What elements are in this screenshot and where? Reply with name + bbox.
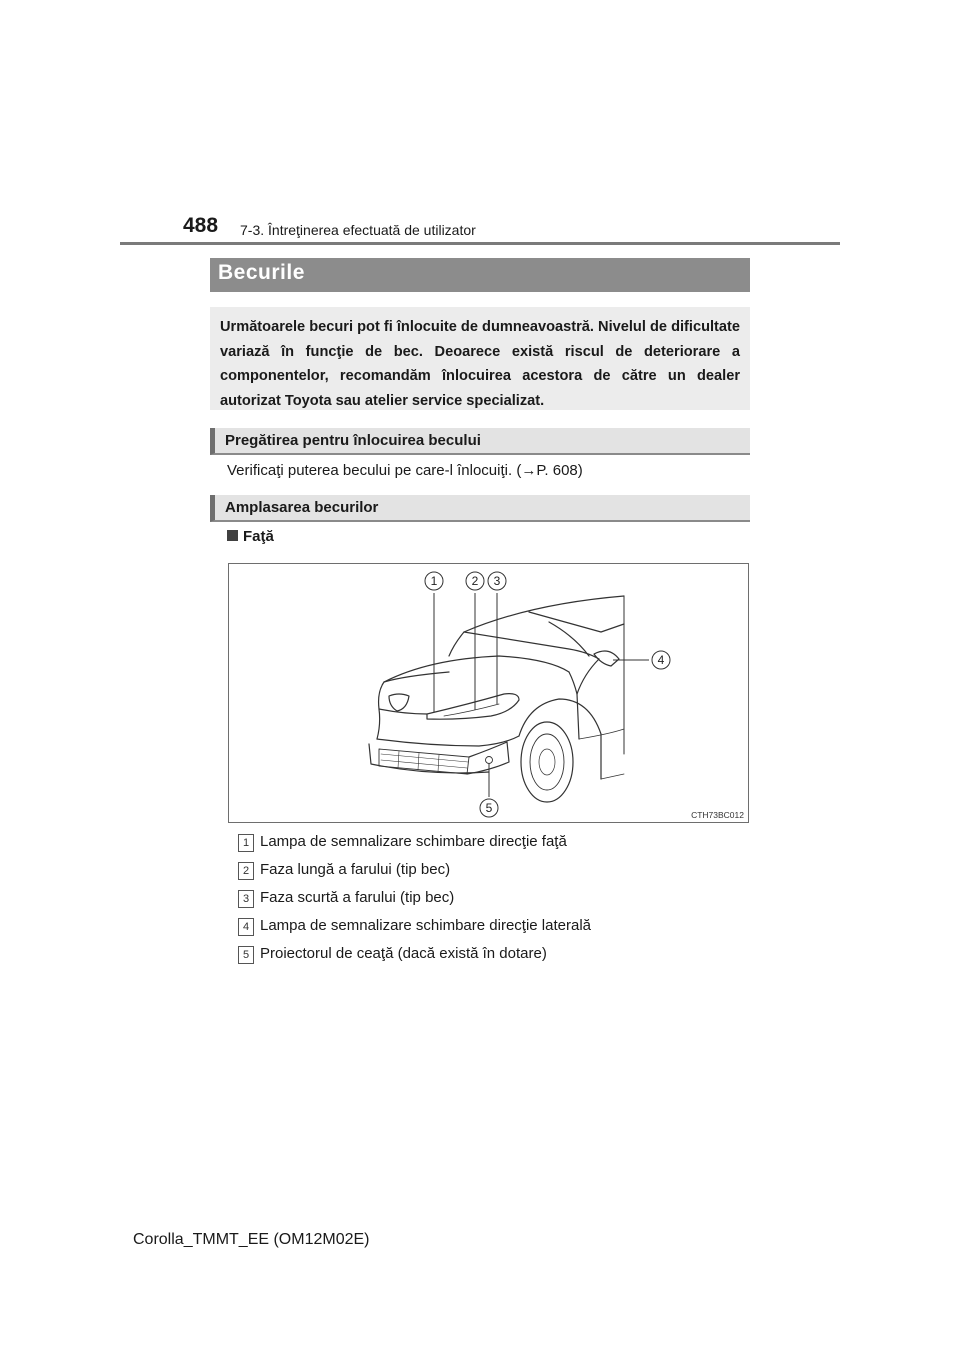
intro-box [210,307,750,410]
callout-text: Faza scurtă a farului (tip bec) [260,889,455,906]
callout-number: 4 [238,918,254,936]
callout-number: 1 [238,834,254,852]
car-front-figure [228,563,749,823]
callout-text: Faza lungă a farului (tip bec) [260,861,451,878]
callout-5-label: 5 [485,801,493,815]
car-illustration [229,564,748,822]
preparation-heading [210,428,750,455]
front-label [227,528,274,545]
callout-text: Proiectorul de ceaţă (dacă există în dotare) [260,945,547,962]
callout-number: 3 [238,890,254,908]
section-title: Becurile [218,261,305,284]
section-title-bar [210,258,750,292]
callout-4-label: 4 [657,653,665,667]
header-divider [120,242,840,245]
callout-text: Lampa de semnalizare schimbare direcţie faţă [260,833,567,850]
front-label-text: Faţă [243,528,274,545]
intro-text: Următoarele becuri pot fi înlocuite de dumneavoastră. Nivelul de dificultate variază în funcţie de bec. Deoarece există riscul de deteriorare a componentelor, recomandăm înlocuirea acestora de către un dealer autorizat Toyota sau atelier service specializat. [220,319,740,409]
square-bullet-icon [227,530,238,541]
callout-number: 2 [238,862,254,880]
callout-1-label: 1 [430,574,438,588]
callout-3-label: 3 [493,574,501,588]
page-number: 488 [183,214,219,237]
preparation-heading-text: Pregătirea pentru înlocuirea becului [225,432,481,449]
callout-2-label: 2 [471,574,479,588]
chapter-title: 7-3. Întreţinerea efectuată de utilizator [240,222,476,238]
preparation-text: Verificaţi puterea becului pe care-l înlocuiţi. (→P. 608) [227,462,583,479]
callout-number: 5 [238,946,254,964]
location-heading [210,495,750,522]
callout-text: Lampa de semnalizare schimbare direcţie laterală [260,917,591,934]
location-heading-text: Amplasarea becurilor [225,499,379,516]
figure-code: CTH73BC012 [691,810,744,820]
footer-doc-id: Corolla_TMMT_EE (OM12M02E) [133,1231,370,1248]
